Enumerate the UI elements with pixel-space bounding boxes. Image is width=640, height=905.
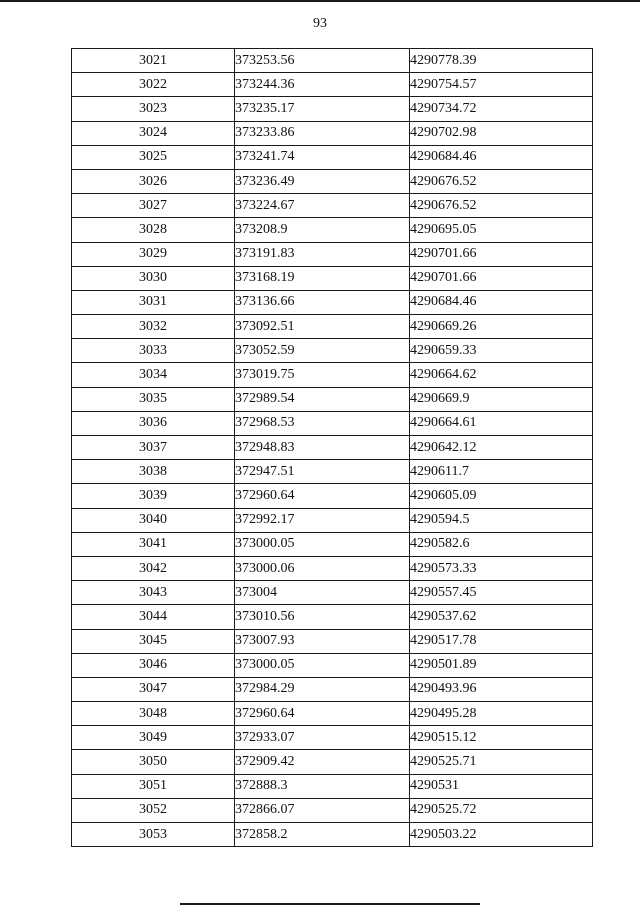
- y-coordinate-cell: 4290701.66: [410, 242, 593, 266]
- point-id-cell: 3025: [72, 145, 235, 169]
- x-coordinate-cell: 373253.56: [235, 49, 410, 73]
- x-coordinate-cell: 373241.74: [235, 145, 410, 169]
- table-row: [72, 169, 593, 193]
- point-id-cell: 3024: [72, 121, 235, 145]
- point-id-cell: 3051: [72, 774, 235, 798]
- table-row: [72, 315, 593, 339]
- table-row: [72, 73, 593, 97]
- point-id-cell: 3052: [72, 798, 235, 822]
- page-top-edge: [0, 0, 640, 2]
- table-row: [72, 484, 593, 508]
- y-coordinate-cell: 4290754.57: [410, 73, 593, 97]
- point-id-cell: 3026: [72, 169, 235, 193]
- y-coordinate-cell: 4290664.62: [410, 363, 593, 387]
- page-number: 93: [313, 16, 327, 31]
- y-coordinate-cell: 4290605.09: [410, 484, 593, 508]
- table-row: [72, 750, 593, 774]
- y-coordinate-cell: 4290515.12: [410, 726, 593, 750]
- x-coordinate-cell: 373191.83: [235, 242, 410, 266]
- y-coordinate-cell: 4290664.61: [410, 411, 593, 435]
- y-coordinate-cell: 4290659.33: [410, 339, 593, 363]
- table-row: [72, 532, 593, 556]
- y-coordinate-cell: 4290531: [410, 774, 593, 798]
- x-coordinate-cell: 373244.36: [235, 73, 410, 97]
- x-coordinate-cell: 372909.42: [235, 750, 410, 774]
- x-coordinate-cell: 372933.07: [235, 726, 410, 750]
- x-coordinate-cell: 373052.59: [235, 339, 410, 363]
- table-row: [72, 726, 593, 750]
- table-row: [72, 605, 593, 629]
- point-id-cell: 3045: [72, 629, 235, 653]
- y-coordinate-cell: 4290669.26: [410, 315, 593, 339]
- y-coordinate-cell: 4290493.96: [410, 677, 593, 701]
- point-id-cell: 3040: [72, 508, 235, 532]
- y-coordinate-cell: 4290503.22: [410, 823, 593, 847]
- x-coordinate-cell: 373004: [235, 581, 410, 605]
- coordinates-table: [71, 48, 593, 847]
- point-id-cell: 3027: [72, 194, 235, 218]
- point-id-cell: 3031: [72, 290, 235, 314]
- table-row: [72, 290, 593, 314]
- table-row: [72, 436, 593, 460]
- y-coordinate-cell: 4290702.98: [410, 121, 593, 145]
- y-coordinate-cell: 4290734.72: [410, 97, 593, 121]
- x-coordinate-cell: 373000.06: [235, 556, 410, 580]
- table-row: [72, 49, 593, 73]
- x-coordinate-cell: 373233.86: [235, 121, 410, 145]
- y-coordinate-cell: 4290684.46: [410, 290, 593, 314]
- table-row: [72, 702, 593, 726]
- table-row: [72, 242, 593, 266]
- y-coordinate-cell: 4290676.52: [410, 169, 593, 193]
- x-coordinate-cell: 372984.29: [235, 677, 410, 701]
- x-coordinate-cell: 372992.17: [235, 508, 410, 532]
- y-coordinate-cell: 4290684.46: [410, 145, 593, 169]
- point-id-cell: 3032: [72, 315, 235, 339]
- y-coordinate-cell: 4290582.6: [410, 532, 593, 556]
- table-row: [72, 629, 593, 653]
- y-coordinate-cell: 4290557.45: [410, 581, 593, 605]
- y-coordinate-cell: 4290701.66: [410, 266, 593, 290]
- x-coordinate-cell: 372858.2: [235, 823, 410, 847]
- x-coordinate-cell: 372989.54: [235, 387, 410, 411]
- x-coordinate-cell: 373168.19: [235, 266, 410, 290]
- y-coordinate-cell: 4290669.9: [410, 387, 593, 411]
- x-coordinate-cell: 373224.67: [235, 194, 410, 218]
- point-id-cell: 3021: [72, 49, 235, 73]
- point-id-cell: 3050: [72, 750, 235, 774]
- point-id-cell: 3034: [72, 363, 235, 387]
- y-coordinate-cell: 4290501.89: [410, 653, 593, 677]
- x-coordinate-cell: 373010.56: [235, 605, 410, 629]
- point-id-cell: 3048: [72, 702, 235, 726]
- y-coordinate-cell: 4290537.62: [410, 605, 593, 629]
- point-id-cell: 3039: [72, 484, 235, 508]
- table-row: [72, 798, 593, 822]
- table-row: [72, 508, 593, 532]
- table-row: [72, 556, 593, 580]
- x-coordinate-cell: 373236.49: [235, 169, 410, 193]
- coordinates-table-body: [72, 49, 593, 847]
- x-coordinate-cell: 373000.05: [235, 532, 410, 556]
- point-id-cell: 3029: [72, 242, 235, 266]
- x-coordinate-cell: 372866.07: [235, 798, 410, 822]
- point-id-cell: 3036: [72, 411, 235, 435]
- y-coordinate-cell: 4290525.72: [410, 798, 593, 822]
- point-id-cell: 3049: [72, 726, 235, 750]
- table-row: [72, 653, 593, 677]
- x-coordinate-cell: 372960.64: [235, 702, 410, 726]
- table-row: [72, 339, 593, 363]
- table-row: [72, 145, 593, 169]
- table-row: [72, 194, 593, 218]
- point-id-cell: 3042: [72, 556, 235, 580]
- x-coordinate-cell: 373000.05: [235, 653, 410, 677]
- point-id-cell: 3035: [72, 387, 235, 411]
- x-coordinate-cell: 372968.53: [235, 411, 410, 435]
- point-id-cell: 3046: [72, 653, 235, 677]
- x-coordinate-cell: 373019.75: [235, 363, 410, 387]
- point-id-cell: 3053: [72, 823, 235, 847]
- point-id-cell: 3043: [72, 581, 235, 605]
- point-id-cell: 3033: [72, 339, 235, 363]
- x-coordinate-cell: 373136.66: [235, 290, 410, 314]
- table-row: [72, 218, 593, 242]
- point-id-cell: 3023: [72, 97, 235, 121]
- table-row: [72, 460, 593, 484]
- table-row: [72, 121, 593, 145]
- x-coordinate-cell: 372947.51: [235, 460, 410, 484]
- table-row: [72, 581, 593, 605]
- point-id-cell: 3028: [72, 218, 235, 242]
- y-coordinate-cell: 4290695.05: [410, 218, 593, 242]
- x-coordinate-cell: 373092.51: [235, 315, 410, 339]
- point-id-cell: 3041: [72, 532, 235, 556]
- x-coordinate-cell: 373235.17: [235, 97, 410, 121]
- x-coordinate-cell: 373007.93: [235, 629, 410, 653]
- table-row: [72, 677, 593, 701]
- y-coordinate-cell: 4290495.28: [410, 702, 593, 726]
- point-id-cell: 3022: [72, 73, 235, 97]
- y-coordinate-cell: 4290573.33: [410, 556, 593, 580]
- x-coordinate-cell: 373208.9: [235, 218, 410, 242]
- table-row: [72, 97, 593, 121]
- x-coordinate-cell: 372960.64: [235, 484, 410, 508]
- y-coordinate-cell: 4290676.52: [410, 194, 593, 218]
- y-coordinate-cell: 4290642.12: [410, 436, 593, 460]
- table-row: [72, 387, 593, 411]
- y-coordinate-cell: 4290517.78: [410, 629, 593, 653]
- y-coordinate-cell: 4290778.39: [410, 49, 593, 73]
- y-coordinate-cell: 4290611.7: [410, 460, 593, 484]
- x-coordinate-cell: 372888.3: [235, 774, 410, 798]
- x-coordinate-cell: 372948.83: [235, 436, 410, 460]
- point-id-cell: 3047: [72, 677, 235, 701]
- y-coordinate-cell: 4290525.71: [410, 750, 593, 774]
- point-id-cell: 3044: [72, 605, 235, 629]
- y-coordinate-cell: 4290594.5: [410, 508, 593, 532]
- table-row: [72, 363, 593, 387]
- table-row: [72, 266, 593, 290]
- point-id-cell: 3037: [72, 436, 235, 460]
- table-row: [72, 774, 593, 798]
- table-row: [72, 411, 593, 435]
- point-id-cell: 3030: [72, 266, 235, 290]
- point-id-cell: 3038: [72, 460, 235, 484]
- table-row: [72, 823, 593, 847]
